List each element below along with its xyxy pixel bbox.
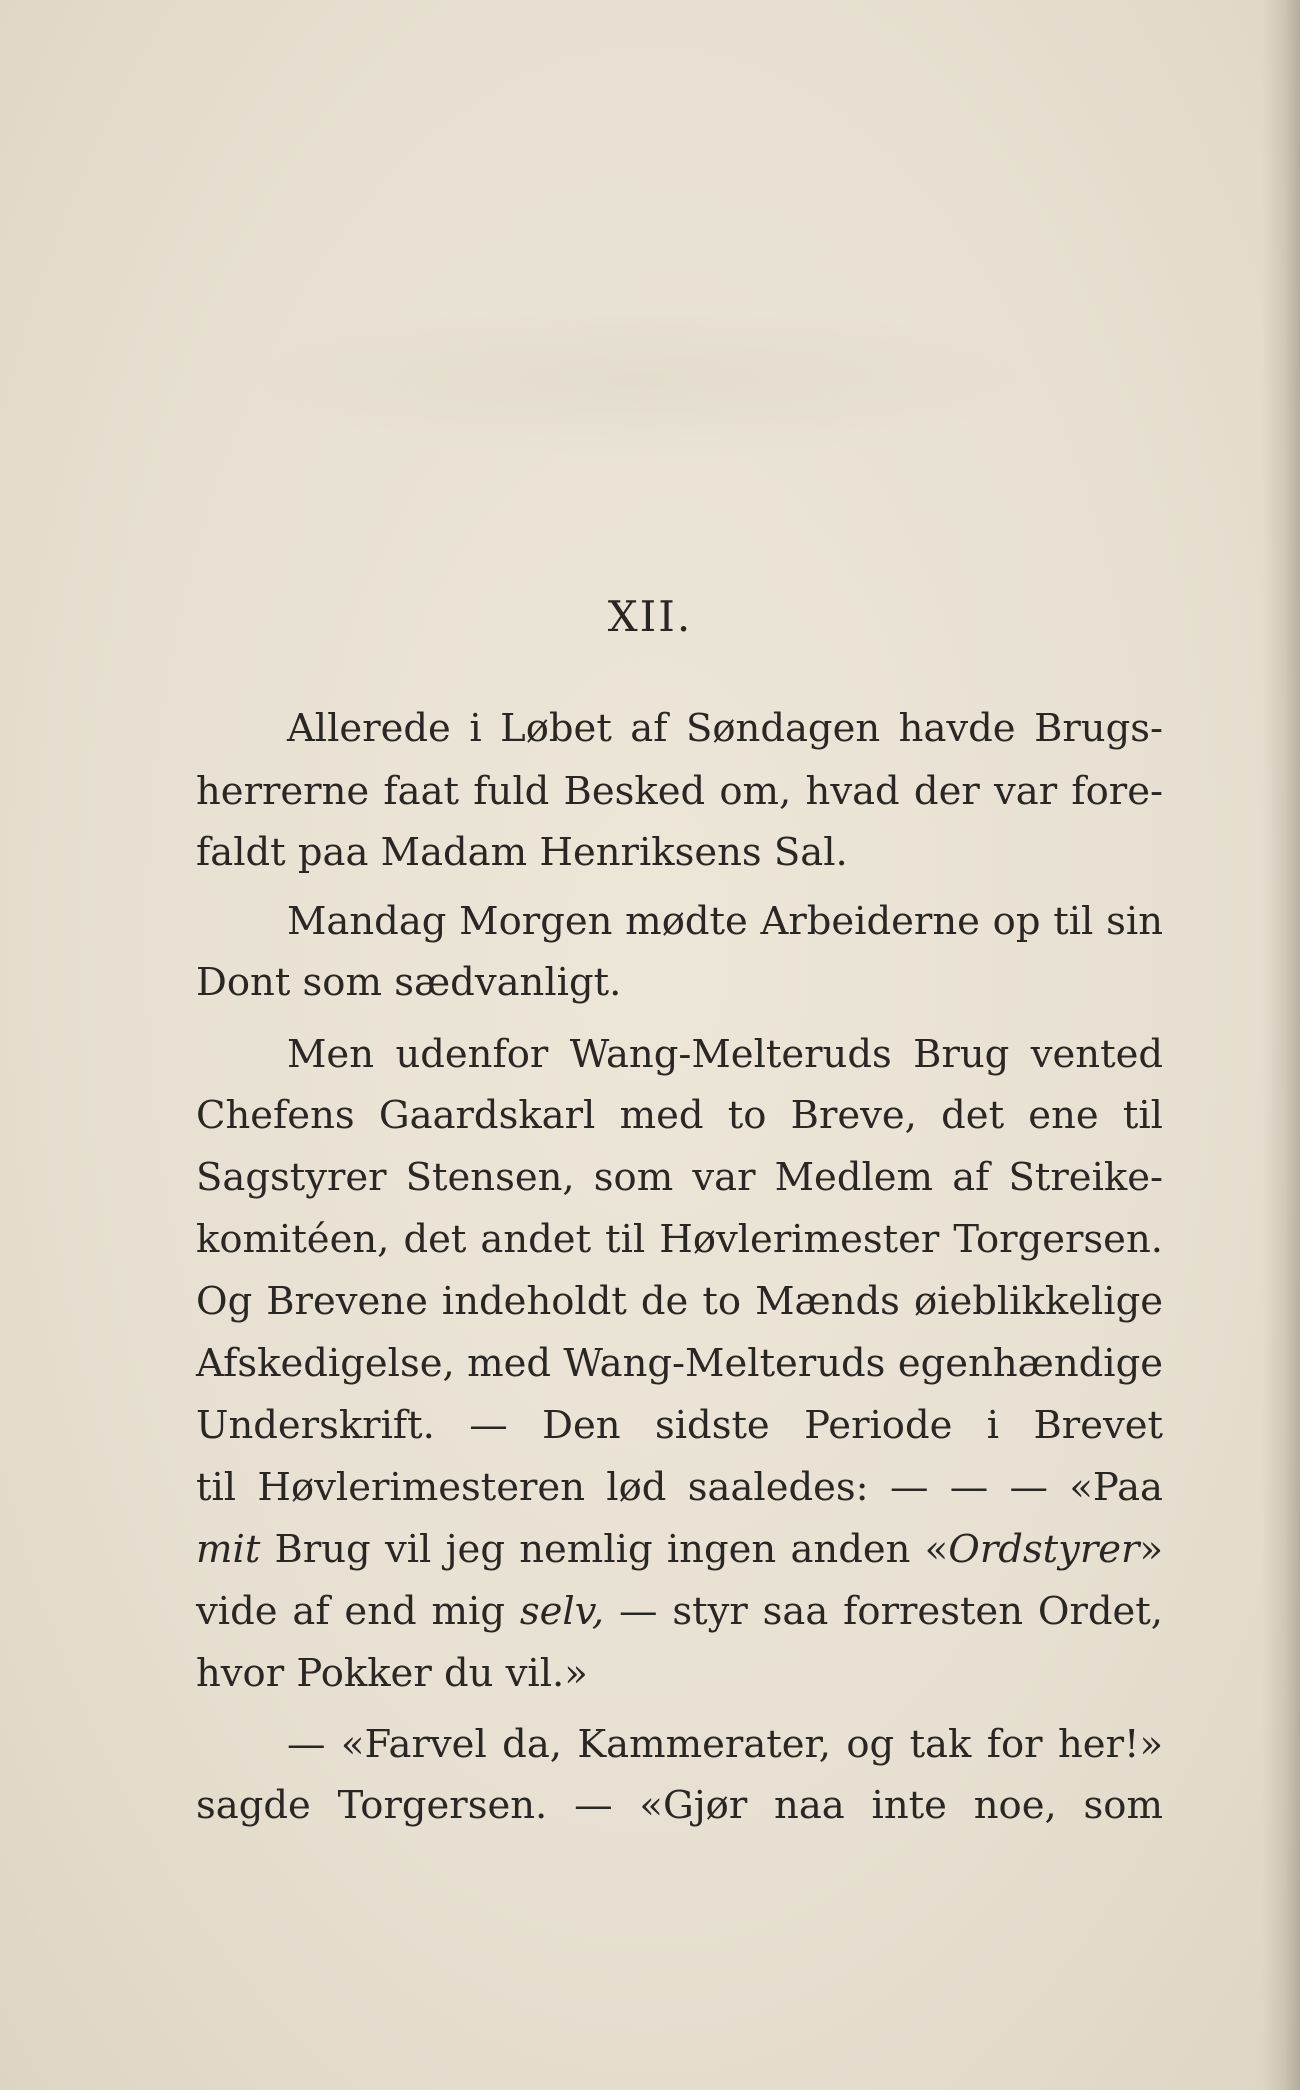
text-line: Afskedigelse, med Wang-Melteruds egenhændige [196, 1341, 1163, 1386]
italic-word: mit [196, 1527, 261, 1572]
text-span: vide af end mig [196, 1589, 520, 1634]
chapter-heading: XII. [607, 592, 693, 641]
text-line: Sagstyrer Stensen, som var Medlem af Streike- [196, 1155, 1163, 1200]
text-line: sagde Torgersen. — «Gjør naa inte noe, som [196, 1783, 1163, 1828]
text-line: herrerne faat fuld Besked om, hvad der var fore- [196, 769, 1163, 814]
text-line: til Høvlerimesteren lød saaledes: — — — «Paa [196, 1465, 1163, 1510]
text-span: » [1139, 1527, 1163, 1572]
text-line: komitéen, det andet til Høvlerimester Torgersen. [196, 1217, 1163, 1262]
text-line: faldt paa Madam Henriksens Sal. [196, 830, 848, 875]
italic-word: selv, [519, 1589, 605, 1634]
page-gutter-shadow [1262, 0, 1300, 2090]
text-span: — styr saa forresten Ordet, [604, 1589, 1163, 1634]
text-line: Chefens Gaardskarl med to Breve, det ene til [196, 1093, 1163, 1138]
text-line: Underskrift. — Den sidste Periode i Brevet [196, 1403, 1163, 1448]
text-line [196, 1527, 1163, 1572]
text-span: Brug vil jeg nemlig ingen anden « [260, 1527, 949, 1572]
text-line: Men udenfor Wang-Melteruds Brug vented [287, 1032, 1163, 1077]
text-line: — «Farvel da, Kammerater, og tak for her!» [287, 1722, 1163, 1767]
text-line: Og Brevene indeholdt de to Mænds øieblikkelige [196, 1279, 1163, 1324]
text-line: Allerede i Løbet af Søndagen havde Brugs- [287, 706, 1163, 751]
text-line: Dont som sædvanligt. [196, 960, 622, 1005]
show-through-stain [250, 300, 1030, 460]
text-line: Mandag Morgen mødte Arbeiderne op til sin [287, 899, 1163, 944]
text-line: hvor Pokker du vil.» [196, 1651, 588, 1696]
text-line [196, 1589, 1163, 1634]
italic-word: Ordstyrer [948, 1527, 1140, 1572]
